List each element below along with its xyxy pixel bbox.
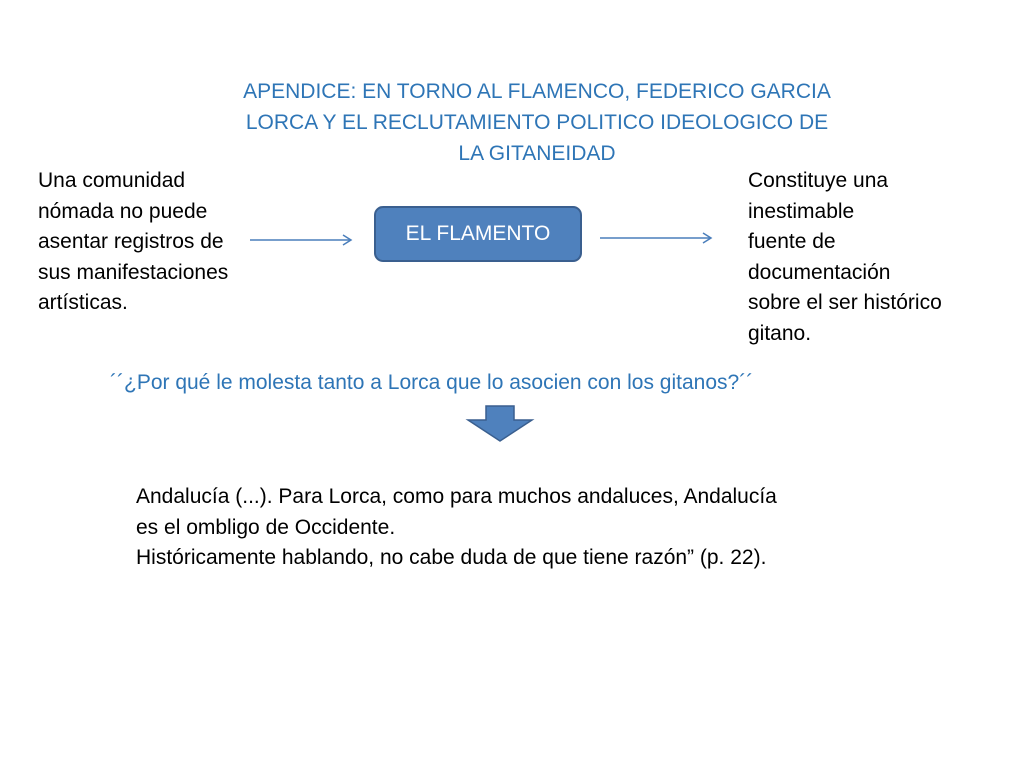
title-line-2: LORCA Y EL RECLUTAMIENTO POLITICO IDEOLOGICO DE [245, 111, 829, 134]
right-note-line: inestimable [748, 199, 855, 223]
right-note-line: Constituye una [748, 169, 889, 192]
title-line-3: LA GITANEIDAD [458, 142, 616, 165]
left-note-line: sus manifestaciones [38, 260, 229, 284]
question-text: ´´¿Por qué le molesta tanto a Lorca que lo asocien con los gitanos?´´ [110, 371, 754, 394]
down-arrow-icon [468, 406, 532, 441]
right-note-line: gitano. [748, 321, 812, 345]
quote-line: Históricamente hablando, no cabe duda de que tiene razón” (p. 22). [136, 546, 767, 569]
flamenco-box-label: EL FLAMENTO [405, 222, 551, 245]
quote-line: es el ombligo de Occidente. [136, 515, 396, 539]
right-note-line: fuente de [748, 230, 836, 253]
left-arrow [250, 235, 351, 245]
left-note-line: artísticas. [38, 291, 128, 314]
right-arrow [600, 233, 711, 243]
quote-line: Andalucía (...). Para Lorca, como para muchos andaluces, Andalucía [136, 485, 777, 508]
left-note-line: asentar registros de [38, 230, 224, 253]
title-line-1: APENDICE: EN TORNO AL FLAMENCO, FEDERICO GARCIA [243, 80, 831, 103]
right-note-line: sobre el ser histórico [748, 291, 942, 314]
right-note-line: documentación [748, 260, 891, 284]
left-note-line: Una comunidad [38, 169, 186, 192]
left-note-line: nómada no puede [38, 199, 208, 223]
